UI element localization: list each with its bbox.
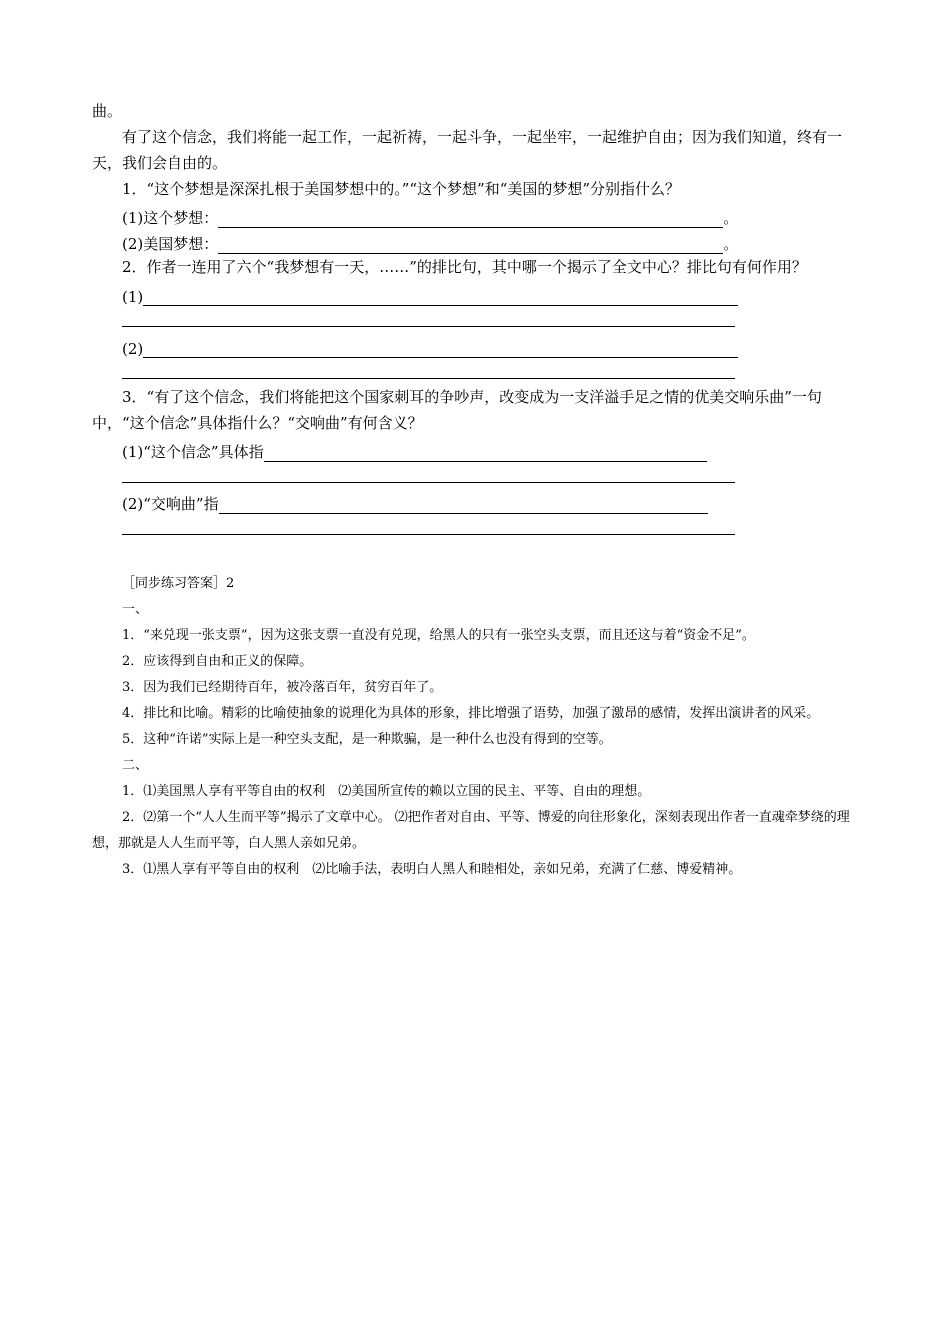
answer-blank-line[interactable] — [122, 326, 735, 327]
answer-section-heading: 一、 — [122, 602, 149, 617]
passage-paragraph: 有了这个信念，我们将能一起工作，一起祈祷，一起斗争，一起坐牢，一起维护自由；因为我们知道，终有一天，我们会自由的。 — [92, 128, 843, 172]
answer-continuation — [122, 514, 862, 540]
answer-item: 2．应该得到自由和正义的保障。 — [122, 654, 313, 669]
answer-item: 5．这种“许诺”实际上是一种空头支配，是一种欺骗，是一种什么也没有得到的空等。 — [122, 732, 612, 747]
question-section — [92, 98, 862, 540]
question-2-answer-1 — [92, 280, 862, 306]
question-1-prompt: 1．“这个梦想是深深扎根于美国梦想中的。”“这个梦想”和“美国的梦想”分别指什么？ — [122, 180, 681, 198]
answer-period: 。 — [723, 235, 739, 253]
answer-item: 3．⑴黑人享有平等自由的权利 ⑵比喻手法，表明白人黑人和睦相处，亲如兄弟，充满了仁慈、博爱精神。 — [122, 862, 742, 877]
answer-blank-line[interactable] — [219, 494, 708, 514]
answer-blank-line[interactable] — [264, 442, 707, 462]
answer-item: 1．⑴美国黑人享有平等自由的权利 ⑵美国所宣传的赖以立国的民主、平等、自由的理想。 — [122, 784, 651, 799]
answer-blank-line[interactable] — [122, 534, 735, 535]
question-2-answer-2 — [92, 332, 862, 358]
answer-section-heading: 二、 — [122, 758, 149, 773]
answer-continuation — [122, 358, 862, 384]
question-1-answer-2 — [92, 228, 862, 254]
answer-blank-line[interactable] — [143, 338, 738, 358]
answer-blank-line[interactable] — [143, 286, 738, 306]
answer-label: (2)“交响曲”指 — [122, 495, 219, 513]
answer-blank-line[interactable] — [122, 378, 735, 379]
question-3-answer-1 — [92, 436, 862, 462]
question-3-answer-2 — [92, 488, 862, 514]
answer-blank-line[interactable] — [218, 208, 723, 228]
answer-key-title: ［同步练习答案］2 — [122, 576, 235, 591]
answer-continuation — [122, 462, 862, 488]
answer-label: (1) — [122, 288, 144, 306]
answer-label: (2)美国梦想： — [122, 235, 219, 253]
question-3-prompt: 3．“有了这个信念，我们将能把这个国家刺耳的争吵声，改变成为一支洋溢手足之情的优美交响乐曲”一句中，“这个信念”具体指什么？“交响曲”有何含义？ — [92, 388, 822, 432]
answer-continuation — [122, 306, 862, 332]
answer-item: 2．⑵第一个“人人生而平等”揭示了文章中心。 ⑵把作者对自由、平等、博爱的向往形象化，深刻表现出作者一直魂牵梦绕的理想，那就是人人生而平等，白人黑人亲如兄弟。 — [92, 810, 850, 851]
answer-label: (2) — [122, 340, 144, 358]
answer-period: 。 — [723, 209, 739, 227]
answer-item: 4．排比和比喻。精彩的比喻使抽象的说理化为具体的形象，排比增强了语势，加强了激昂的感情，发挥出演讲者的风采。 — [122, 706, 820, 721]
answer-item: 1．“来兑现一张支票”，因为这张支票一直没有兑现，给黑人的只有一张空头支票，而且还这与着“资金不足”。 — [122, 628, 755, 643]
answer-item: 3．因为我们已经期待百年，被冷落百年，贫穷百年了。 — [122, 680, 443, 695]
answer-label: (1)这个梦想： — [122, 209, 219, 227]
question-1-answer-1 — [92, 202, 862, 228]
question-2-prompt: 2．作者一连用了六个“我梦想有一天，……”的排比句，其中哪一个揭示了全文中心？排比句有何作用？ — [122, 258, 807, 276]
answer-key-section — [92, 571, 862, 883]
answer-blank-line[interactable] — [218, 234, 723, 254]
passage-carryover: 曲。 — [92, 102, 123, 120]
answer-blank-line[interactable] — [122, 482, 735, 483]
answer-label: (1)“这个信念”具体指 — [122, 443, 264, 461]
